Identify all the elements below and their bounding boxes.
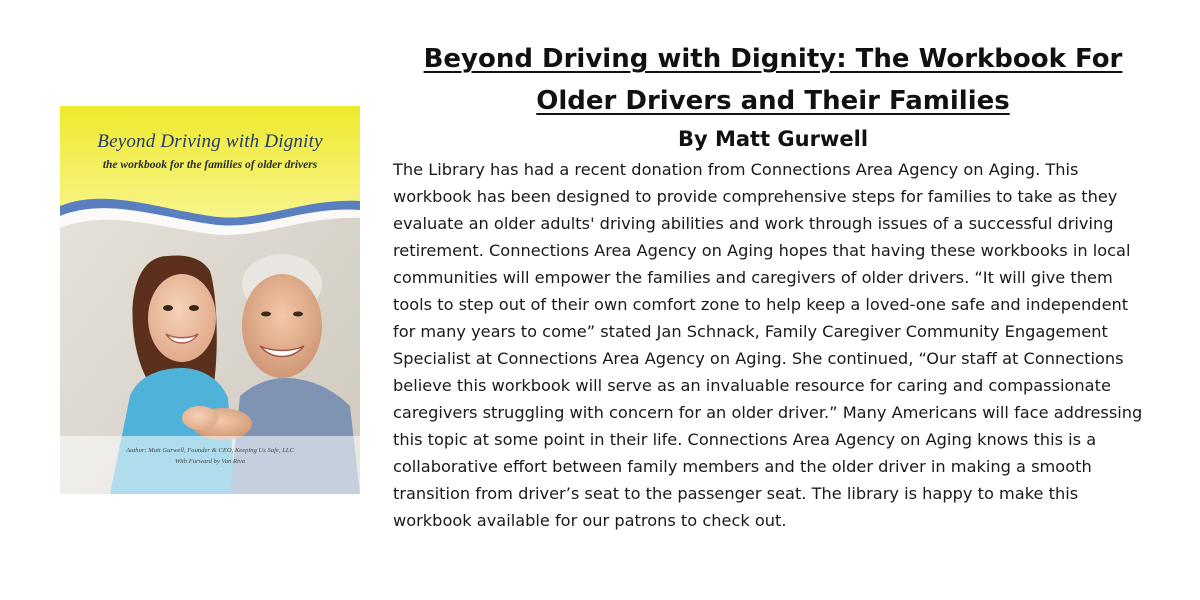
article-byline: By Matt Gurwell <box>677 127 869 151</box>
cover-subtitle: the workbook for the families of older drivers <box>102 159 318 171</box>
cover-author-line: Author: Matt Gurwell, Founder & CEO, Keeping Us Safe, LLC <box>126 447 294 454</box>
article-body: The Library has had a recent donation from Connections Area Agency on Aging. This workbook has been designed to provide comprehensive steps for families to take as they evaluate an older adults' driving abilities and work through issues of a successful driving retirement. Connections Area Agency on Aging hopes that having these workbooks in local communities will empower the families and caregivers of older drivers. “It will give them tools to step out of their own comfort zone to help keep a loved-one safe and independent for many years to come” stated Jan Schnack, Family Caregiver Community Engagement Specialist at Connections Area Agency on Aging. She continued, “Our staff at Connections believe this workbook will serve as an invaluable resource for caring and compassionate caregivers struggling with concern for an older driver.” Many Americans will face addressing this topic at some point in their life. Connections Area Agency on Aging knows this is a collaborative effort between family members and the older driver in making a smooth transition from driver’s seat to the passenger seat. The library is happy to make this workbook available for our patrons to check out. <box>393 160 1143 530</box>
cover-foreword-line: With Forward by Van Riva <box>174 458 246 465</box>
book-cover-image <box>60 106 360 494</box>
article <box>393 38 1153 534</box>
article-title: Beyond Driving with Dignity: The Workbook For Older Drivers and Their Families <box>423 44 1123 116</box>
cover-title: Beyond Driving with Dignity <box>97 131 323 152</box>
